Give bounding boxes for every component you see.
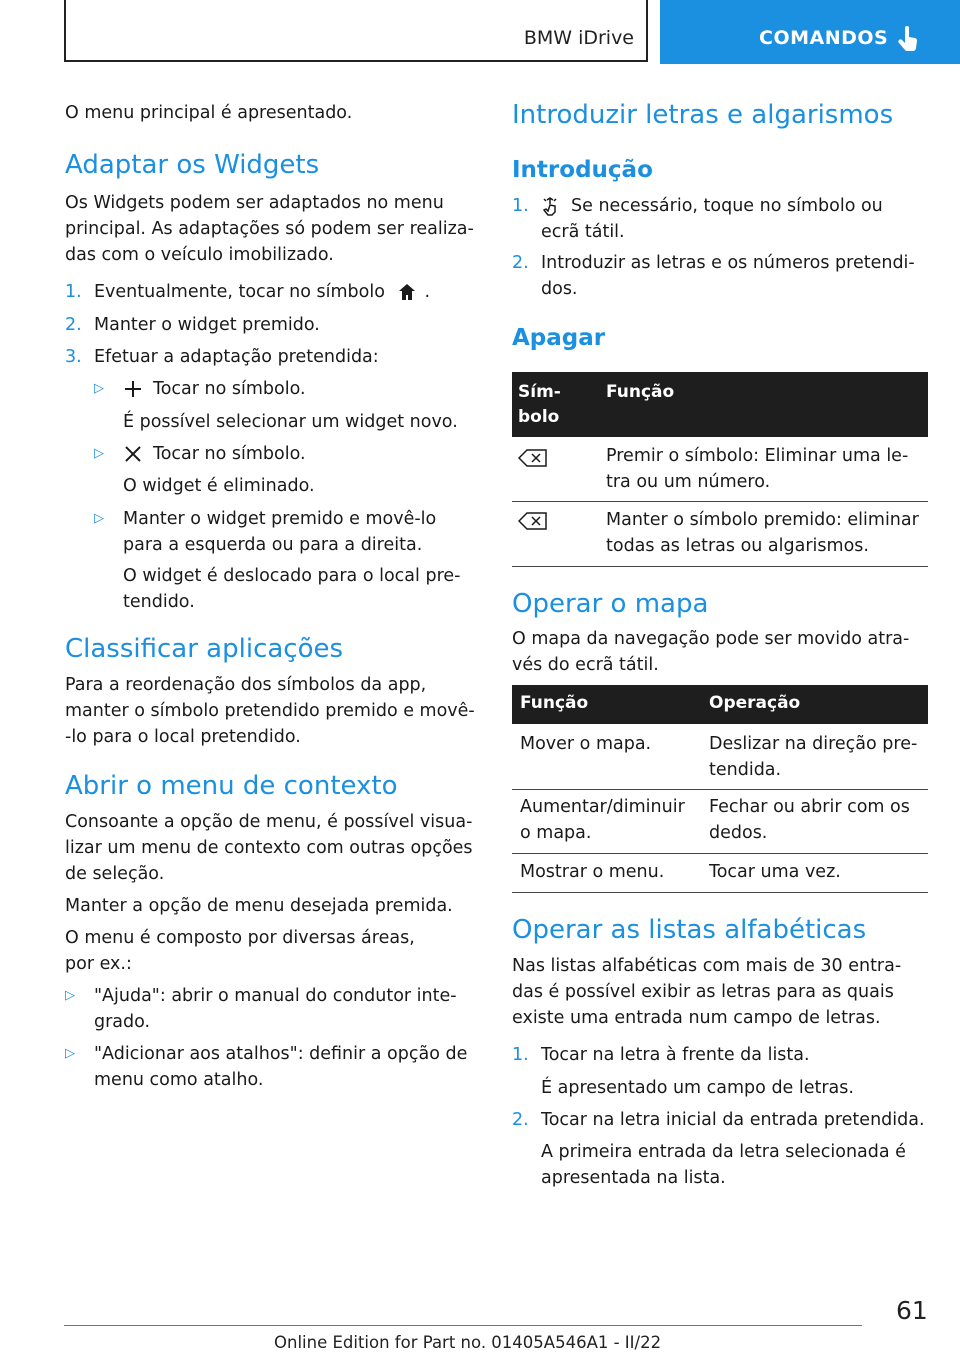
text-line: principal. As adaptações só podem ser realiza- <box>65 219 474 239</box>
step-number: 1. <box>512 1045 529 1065</box>
footer-rule <box>64 1325 862 1326</box>
bullet-marker: ▷ <box>94 446 104 461</box>
delete-subheading: Apagar <box>512 325 606 351</box>
context-p3 <box>65 925 415 977</box>
home-icon <box>397 282 417 302</box>
bullet-marker: ▷ <box>65 988 75 1003</box>
table-cell <box>606 443 908 495</box>
text-line: o mapa. <box>520 823 592 843</box>
text-line: apresentada na lista. <box>541 1168 726 1188</box>
bullet-marker: ▷ <box>94 511 104 526</box>
context-body <box>65 809 473 887</box>
text-line: Sím- <box>518 382 561 402</box>
text-line: Manter o símbolo premido: eliminar <box>606 510 919 530</box>
col-header-symbol <box>518 380 561 430</box>
text-line: Os Widgets podem ser adaptados no menu <box>65 193 444 213</box>
text-line: A primeira entrada da letra selecionada é <box>541 1142 906 1162</box>
text-line: O menu é composto por diversas áreas, <box>65 928 415 948</box>
header-chapter-title: COMANDOS <box>759 27 889 49</box>
bullet-marker: ▷ <box>94 381 104 396</box>
step-number: 2. <box>512 253 529 273</box>
input-heading: Introduzir letras e algarismos <box>512 100 894 130</box>
text-line: Para a reordenação dos símbolos da app, <box>65 675 427 695</box>
table-cell: Tocar uma vez. <box>709 862 841 882</box>
alpha-step-1-detail: É apresentado um campo de letras. <box>541 1078 854 1098</box>
text-line: manter o símbolo pretendido premido e movê- <box>65 701 475 721</box>
table-cell <box>709 731 917 783</box>
context-p2: Manter a opção de menu desejada premida. <box>65 896 453 916</box>
text-line: das é possível exibir as letras para as quais <box>512 982 894 1002</box>
sub-item-text: Tocar no símbolo. <box>153 444 306 464</box>
step-number: 1. <box>512 196 529 216</box>
text-line: existe uma entrada num campo de letras. <box>512 1008 881 1028</box>
table-cell <box>709 794 910 846</box>
table-divider <box>512 501 928 502</box>
sub-item-detail: O widget é eliminado. <box>123 476 315 496</box>
col-header-operation: Operação <box>709 693 801 713</box>
table-cell: Mover o mapa. <box>520 734 652 754</box>
step-number: 2. <box>65 315 82 335</box>
alpha-step-2: Tocar na letra inicial da entrada pretendida. <box>541 1110 925 1130</box>
text-line: Fechar ou abrir com os <box>709 797 910 817</box>
table-cell: Mostrar o menu. <box>520 862 665 882</box>
alpha-heading: Operar as listas alfabéticas <box>512 915 867 945</box>
col-header-function: Função <box>606 382 675 402</box>
text-line: das com o veículo imobilizado. <box>65 245 334 265</box>
table-divider <box>512 853 928 854</box>
text-line: Introduzir as letras e os números pretendi- <box>541 253 915 273</box>
text-line: dedos. <box>709 823 768 843</box>
sub-item-detail <box>123 563 460 615</box>
text-line: "Ajuda": abrir o manual do condutor inte- <box>94 986 457 1006</box>
bullet-marker: ▷ <box>65 1046 75 1061</box>
col-header-function: Função <box>520 693 589 713</box>
step-2: Manter o widget premido. <box>94 315 320 335</box>
widgets-body <box>65 190 474 268</box>
alpha-body <box>512 953 901 1031</box>
context-bullet-2 <box>94 1041 467 1093</box>
text-line: -lo para o local pretendido. <box>65 727 301 747</box>
text-line: tra ou um número. <box>606 472 771 492</box>
map-heading: Operar o mapa <box>512 589 709 619</box>
backspace-icon <box>518 449 548 467</box>
table-divider <box>512 892 928 893</box>
text-line: todas as letras ou algarismos. <box>606 536 869 556</box>
text-line: de seleção. <box>65 864 165 884</box>
text-line: ecrã tátil. <box>541 222 625 242</box>
text-line: tendido. <box>123 592 195 612</box>
text-line: O widget é deslocado para o local pre- <box>123 566 461 586</box>
widgets-heading: Adaptar os Widgets <box>65 150 320 180</box>
step-text: Eventualmente, tocar no símbolo <box>94 282 385 302</box>
step-number: 1. <box>65 282 82 302</box>
header-chapter-tab <box>660 0 960 64</box>
sub-item-detail: É possível selecionar um widget novo. <box>123 412 458 432</box>
text-line: Aumentar/diminuir <box>520 797 685 817</box>
plus-icon <box>123 379 143 399</box>
text-line: Consoante a opção de menu, é possível visua- <box>65 812 473 832</box>
text-line: tendida. <box>709 760 782 780</box>
text-line: O mapa da navegação pode ser movido atra- <box>512 629 910 649</box>
text-line: "Adicionar aos atalhos": definir a opção de <box>94 1044 468 1064</box>
table-cell <box>606 507 919 559</box>
alpha-step-2-detail <box>541 1139 906 1191</box>
hand-pointer-icon <box>898 26 920 52</box>
text-line: grado. <box>94 1012 151 1032</box>
map-body <box>512 626 909 678</box>
text-line: Nas listas alfabéticas com mais de 30 entra- <box>512 956 902 976</box>
header-section-box <box>64 0 648 62</box>
text-line: Premir o símbolo: Eliminar uma le- <box>606 446 909 466</box>
header-section-title: BMW iDrive <box>523 27 634 49</box>
map-table-header <box>512 685 928 724</box>
intro-text: O menu principal é apresentado. <box>65 103 353 123</box>
text-line: lizar um menu de contexto com outras opções <box>65 838 473 858</box>
table-divider <box>512 789 928 790</box>
sub-item-close <box>123 441 306 467</box>
alpha-step-1: Tocar na letra à frente da lista. <box>541 1045 810 1065</box>
table-cell <box>520 794 685 846</box>
text-line: Se necessário, toque no símbolo ou <box>571 196 883 216</box>
text-line: Deslizar na direção pre- <box>709 734 918 754</box>
touch-icon <box>541 196 563 216</box>
text-line: bolo <box>518 407 560 427</box>
backspace-icon <box>518 512 548 530</box>
page-number: 61 <box>896 1296 928 1325</box>
step-3: Efetuar a adaptação pretendida: <box>94 347 379 367</box>
intro-subheading: Introdução <box>512 157 653 183</box>
classify-body <box>65 672 475 750</box>
step-number: 2. <box>512 1110 529 1130</box>
input-step-1 <box>541 193 883 245</box>
footer-edition: Online Edition for Part no. 01405A546A1 - II/22 <box>274 1333 662 1352</box>
step-1 <box>94 279 430 305</box>
delete-table-header <box>512 372 928 437</box>
table-divider <box>512 566 928 567</box>
text-line: vés do ecrã tátil. <box>512 655 659 675</box>
sub-item-plus <box>123 376 306 402</box>
text-line: menu como atalho. <box>94 1070 264 1090</box>
text-line: para a esquerda ou para a direita. <box>123 535 423 555</box>
sub-item-text: Tocar no símbolo. <box>153 379 306 399</box>
step-number: 3. <box>65 347 82 367</box>
input-step-2 <box>541 250 915 302</box>
text-line: dos. <box>541 279 578 299</box>
close-icon <box>123 444 143 464</box>
context-heading: Abrir o menu de contexto <box>65 771 398 801</box>
context-bullet-1 <box>94 983 457 1035</box>
sub-item-move <box>123 506 436 558</box>
step-suffix: . <box>424 282 431 302</box>
classify-heading: Classificar aplicações <box>65 634 344 664</box>
text-line: Manter o widget premido e movê-lo <box>123 509 437 529</box>
text-line: por ex.: <box>65 954 132 974</box>
